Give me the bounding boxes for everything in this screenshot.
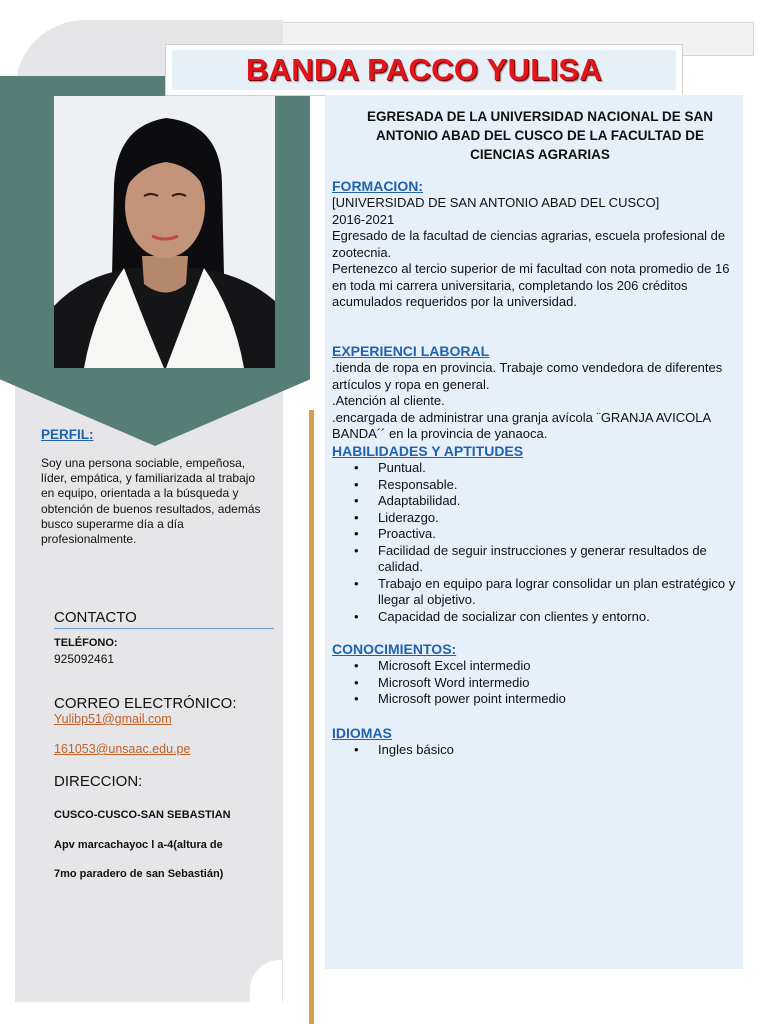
correo-heading: CORREO ELECTRÓNICO:: [54, 695, 237, 712]
list-item: • Ingles básico: [354, 742, 737, 759]
formacion-heading: FORMACION:: [332, 178, 423, 194]
list-item: • Microsoft Excel intermedio: [354, 658, 737, 675]
experiencia-line: .tienda de ropa en provincia. Trabaje como vendedora de diferentes artículos y ropa en general.: [332, 360, 723, 392]
email-link-gmail[interactable]: Yulibp51@gmail.com: [54, 712, 172, 726]
profile-photo: [54, 96, 275, 368]
list-item: • Capacidad de socializar con clientes y entorno.: [354, 609, 737, 626]
list-item: • Puntual.: [354, 460, 737, 477]
perfil-heading: PERFIL:: [41, 427, 94, 442]
contacto-heading: CONTACTO: [54, 609, 274, 629]
list-item: • Microsoft Word intermedio: [354, 675, 737, 692]
list-item: • Responsable.: [354, 477, 737, 494]
telefono-value: 925092461: [54, 652, 115, 666]
list-item: • Adaptabilidad.: [354, 493, 737, 510]
name-banner-inner: [172, 50, 676, 90]
conocimientos-list: [332, 658, 737, 708]
name-banner: [165, 44, 683, 96]
degree-subtitle: EGRESADA DE LA UNIVERSIDAD NACIONAL DE SAN ANTONIO ABAD DEL CUSCO DE LA FACULTAD DE CIENCIAS AGRARIAS: [366, 109, 714, 162]
candidate-name: BANDA PACCO YULISA: [245, 52, 603, 87]
experiencia-line: .Atención al cliente.: [332, 393, 445, 408]
formacion-line: Pertenezco al tercio superior de mi facultad con nota promedio de 16 en toda mi carrera universitaria, completando los 206 créditos acumulados requeridos por la universidad.: [332, 261, 730, 309]
telefono-label: TELÉFONO:: [54, 637, 118, 649]
formacion-line: 2016-2021: [332, 211, 395, 227]
email-link-unsaac[interactable]: 161053@unsaac.edu.pe: [54, 742, 191, 756]
list-item: • Liderazgo.: [354, 510, 737, 527]
list-item: • Trabajo en equipo para lograr consolidar un plan estratégico y llegar al objetivo.: [354, 576, 737, 609]
formacion-line: [UNIVERSIDAD DE SAN ANTONIO ABAD DEL CUSCO]: [332, 195, 660, 210]
experiencia-section: [332, 343, 737, 443]
direccion-line: 7mo paradero de san Sebastián): [54, 868, 224, 880]
portrait-illustration: [54, 96, 275, 368]
idiomas-heading: IDIOMAS: [332, 725, 392, 741]
list-item: • Facilidad de seguir instrucciones y generar resultados de calidad.: [354, 543, 737, 576]
experiencia-heading: EXPERIENCI LABORAL: [332, 343, 490, 359]
perfil-text: Soy una persona sociable, empeñosa, líder, empática, y familiarizada al trabajo en equipo, orientada a la búsqueda y obtención de buenos resultados, además busco superarme día a día profesionalmente.: [41, 456, 261, 547]
habilidades-heading: HABILIDADES Y APTITUDES: [332, 443, 524, 459]
experiencia-line: .encargada de administrar una granja avícola ¨GRANJA AVICOLA BANDA´´ en la provincia de yanaoca.: [332, 409, 711, 441]
vertical-divider-line: [309, 410, 314, 1024]
formacion-section: [332, 178, 737, 311]
idiomas-list: [332, 742, 737, 759]
list-item: • Microsoft power point intermedio: [354, 691, 737, 708]
habilidades-section: [332, 443, 737, 625]
idiomas-section: [332, 725, 737, 759]
direccion-heading: DIRECCION:: [54, 773, 143, 790]
list-item: • Proactiva.: [354, 526, 737, 543]
habilidades-list: [332, 460, 737, 625]
direccion-line: CUSCO-CUSCO-SAN SEBASTIAN: [54, 809, 231, 821]
direccion-line: Apv marcachayoc l a-4(altura de: [54, 839, 223, 851]
conocimientos-section: [332, 641, 737, 708]
conocimientos-heading: CONOCIMIENTOS:: [332, 641, 457, 657]
formacion-line: Egresado de la facultad de ciencias agrarias, escuela profesional de zootecnia.: [332, 228, 726, 260]
